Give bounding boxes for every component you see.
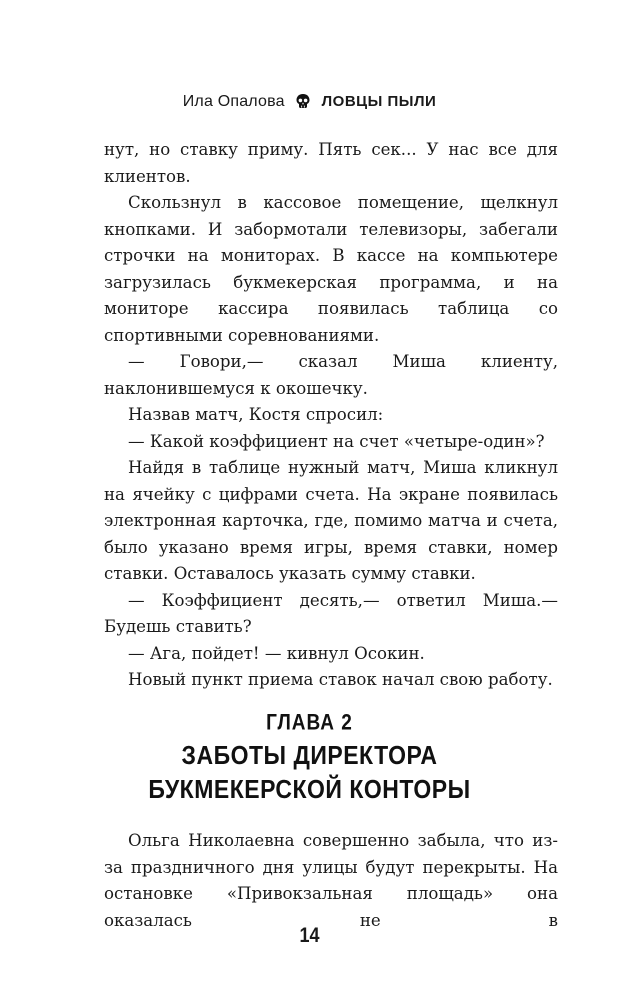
paragraph: Ольга Николаевна совершенно забыла, что из-за праздничного дня улицы будут перекрыты. На остановке «Привокзальная площадь» она оказалась не в: [104, 831, 558, 930]
header-author: Ила Опалова: [182, 93, 285, 110]
chapter-body-text: [104, 828, 558, 934]
chapter-title-line: БУКМЕКЕРСКОЙ КОНТОРЫ: [148, 774, 471, 804]
paragraph: Новый пункт приема ставок начал свою работу.: [128, 670, 553, 689]
paragraph: — Говори,— сказал Миша клиенту, наклонившемуся к окошечку.: [104, 352, 558, 398]
paragraph: — Какой коэффициент на счет «четыре-один»?: [128, 431, 545, 451]
page-number: 14: [299, 922, 320, 947]
running-header: [0, 92, 619, 112]
paragraph: нут, но ставку приму. Пять сек... У нас все для клиентов.: [104, 140, 558, 186]
paragraph: Найдя в таблице нужный матч, Миша кликнул на ячейку с цифрами счета. На экране появилась электронная карточка, где, помимо матча и счета, было указано время игры, время ставки, номер ставки. Оставалось указать сумму ставки.: [104, 458, 558, 583]
paragraph: Скользнул в кассовое помещение, щелкнул кнопками. И забормотали телевизоры, забегали строчки на мониторах. В кассе на компьютере загрузилась букмекерская программа, и на мониторе кассира появилась таблица со спортивными соревнованиями.: [104, 193, 558, 345]
chapter-title-line: ЗАБОТЫ ДИРЕКТОРА: [181, 740, 438, 770]
paragraph: Назвав матч, Костя спросил:: [128, 405, 384, 424]
paragraph: — Коэффициент десять,— ответил Миша.— Будешь ставить?: [104, 590, 558, 636]
body-text: [104, 137, 558, 694]
chapter-title: [0, 738, 619, 805]
skull-icon: [295, 93, 311, 109]
paragraph: — Ага, пойдет! — кивнул Осокин.: [128, 643, 425, 663]
header-series: ЛОВЦЫ ПЫЛИ: [321, 93, 437, 110]
chapter-number: ГЛАВА 2: [266, 711, 353, 736]
